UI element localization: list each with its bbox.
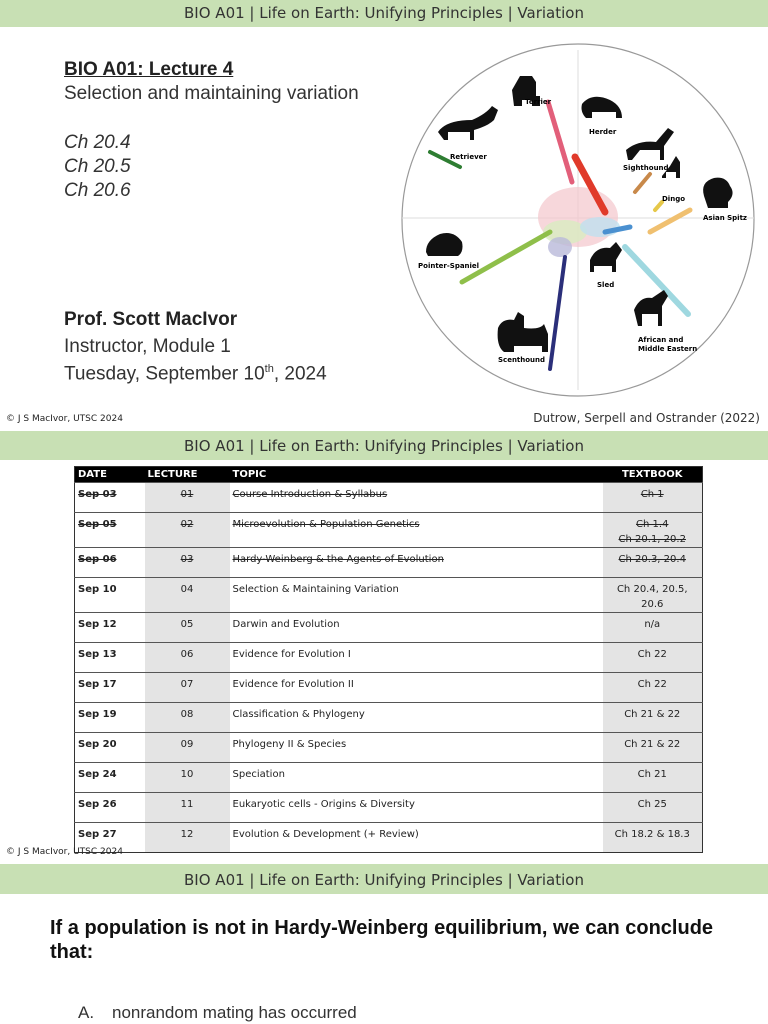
- cell-topic: Classification & Phylogeny: [230, 703, 603, 733]
- figure-citation: Dutrow, Serpell and Ostrander (2022): [533, 411, 760, 425]
- table-row: [75, 613, 703, 643]
- cell-textbook: Ch 20.4, 20.5, 20.6: [603, 578, 703, 613]
- cell-lecture: 02: [145, 513, 230, 548]
- table-row: [75, 703, 703, 733]
- col-header-date: DATE: [75, 467, 145, 483]
- cell-topic: Evolution & Development (+ Review): [230, 823, 603, 853]
- table-row: [75, 793, 703, 823]
- cell-topic: Course Introduction & Syllabus: [230, 483, 603, 513]
- cell-topic: Hardy-Weinberg & the Agents of Evolution: [230, 548, 603, 578]
- cell-textbook: Ch 18.2 & 18.3: [603, 823, 703, 853]
- label-middle-eastern: Middle Eastern: [638, 345, 698, 353]
- cell-lecture: 09: [145, 733, 230, 763]
- cell-lecture: 10: [145, 763, 230, 793]
- cell-textbook: Ch 1: [603, 483, 703, 513]
- cell-topic: Evidence for Evolution I: [230, 643, 603, 673]
- col-header-lecture: LECTURE: [145, 467, 230, 483]
- cell-lecture: 11: [145, 793, 230, 823]
- lecture-title: BIO A01: Lecture 4: [64, 59, 234, 80]
- cell-date: Sep 06: [75, 548, 145, 578]
- lecture-subtitle: Selection and maintaining variation: [64, 83, 359, 104]
- slide1-copyright: © J S MacIvor, UTSC 2024: [6, 414, 123, 424]
- cell-lecture: 05: [145, 613, 230, 643]
- cell-topic: Darwin and Evolution: [230, 613, 603, 643]
- label-asian-spitz: Asian Spitz: [703, 214, 747, 222]
- cell-date: Sep 10: [75, 578, 145, 613]
- label-african: African and: [638, 336, 684, 344]
- cell-topic: Selection & Maintaining Variation: [230, 578, 603, 613]
- table-row: [75, 673, 703, 703]
- lecture-schedule-table: [74, 466, 703, 853]
- label-dingo: Dingo: [662, 195, 686, 203]
- label-herder: Herder: [589, 128, 617, 136]
- cell-lecture: 12: [145, 823, 230, 853]
- cell-lecture: 04: [145, 578, 230, 613]
- table-header-row: [75, 467, 703, 483]
- chapter-ref: Ch 20.4: [64, 132, 131, 153]
- label-terrier: Terrier: [525, 98, 552, 106]
- label-scenthound: Scenthound: [498, 356, 546, 364]
- option-letter: A.: [78, 1003, 95, 1022]
- label-sighthound: Sighthound: [623, 164, 669, 172]
- cell-date: Sep 20: [75, 733, 145, 763]
- table-row: [75, 578, 703, 613]
- cell-textbook: Ch 20.3, 20.4: [603, 548, 703, 578]
- slide2-copyright: © J S MacIvor, UTSC 2024: [6, 847, 123, 857]
- dog-breed-pca-figure: [400, 42, 760, 402]
- option-text: nonrandom mating has occurred: [112, 1003, 357, 1022]
- table-row: [75, 763, 703, 793]
- table-row: [75, 823, 703, 853]
- cell-textbook: Ch 1.4 Ch 20.1, 20.2: [603, 513, 703, 548]
- cell-date: Sep 13: [75, 643, 145, 673]
- lecture-date: Tuesday, September 10th, 2024: [64, 363, 327, 385]
- cell-textbook: Ch 21: [603, 763, 703, 793]
- slide1-header: BIO A01 | Life on Earth: Unifying Principles | Variation: [184, 4, 584, 22]
- cell-lecture: 06: [145, 643, 230, 673]
- cell-topic: Speciation: [230, 763, 603, 793]
- table-row: [75, 548, 703, 578]
- cell-date: Sep 03: [75, 483, 145, 513]
- table-row: [75, 733, 703, 763]
- table-row: [75, 513, 703, 548]
- cell-lecture: 07: [145, 673, 230, 703]
- table-row: [75, 483, 703, 513]
- cell-topic: Evidence for Evolution II: [230, 673, 603, 703]
- cell-textbook: Ch 25: [603, 793, 703, 823]
- cell-textbook: Ch 21 & 22: [603, 703, 703, 733]
- cell-textbook: Ch 22: [603, 673, 703, 703]
- cell-date: Sep 05: [75, 513, 145, 548]
- professor-name: Prof. Scott MacIvor: [64, 309, 238, 330]
- cell-date: Sep 12: [75, 613, 145, 643]
- cell-topic: Phylogeny II & Species: [230, 733, 603, 763]
- cell-date: Sep 19: [75, 703, 145, 733]
- cell-date: Sep 17: [75, 673, 145, 703]
- cell-topic: Microevolution & Population Genetics: [230, 513, 603, 548]
- slide3-header: BIO A01 | Life on Earth: Unifying Principles | Variation: [184, 871, 584, 889]
- table-row: [75, 643, 703, 673]
- cell-textbook: n/a: [603, 613, 703, 643]
- col-header-textbook: TEXTBOOK: [603, 467, 703, 483]
- cell-topic: Eukaryotic cells - Origins & Diversity: [230, 793, 603, 823]
- cell-lecture: 08: [145, 703, 230, 733]
- label-sled: Sled: [597, 281, 615, 289]
- cell-lecture: 03: [145, 548, 230, 578]
- cell-date: Sep 27: [75, 823, 145, 853]
- question-text: If a population is not in Hardy-Weinberg equilibrium, we can conclude that:: [50, 917, 714, 963]
- label-pointer-spaniel: Pointer-Spaniel: [418, 262, 480, 270]
- cell-date: Sep 26: [75, 793, 145, 823]
- cell-date: Sep 24: [75, 763, 145, 793]
- cell-textbook: Ch 21 & 22: [603, 733, 703, 763]
- cell-lecture: 01: [145, 483, 230, 513]
- instructor-role: Instructor, Module 1: [64, 336, 231, 357]
- cell-textbook: Ch 22: [603, 643, 703, 673]
- col-header-topic: TOPIC: [230, 467, 603, 483]
- slide2-header: BIO A01 | Life on Earth: Unifying Principles | Variation: [184, 437, 584, 455]
- answer-option-a[interactable]: [78, 1003, 357, 1023]
- chapter-ref: Ch 20.6: [64, 180, 131, 201]
- chapter-ref: Ch 20.5: [64, 156, 131, 177]
- label-retriever: Retriever: [450, 153, 487, 161]
